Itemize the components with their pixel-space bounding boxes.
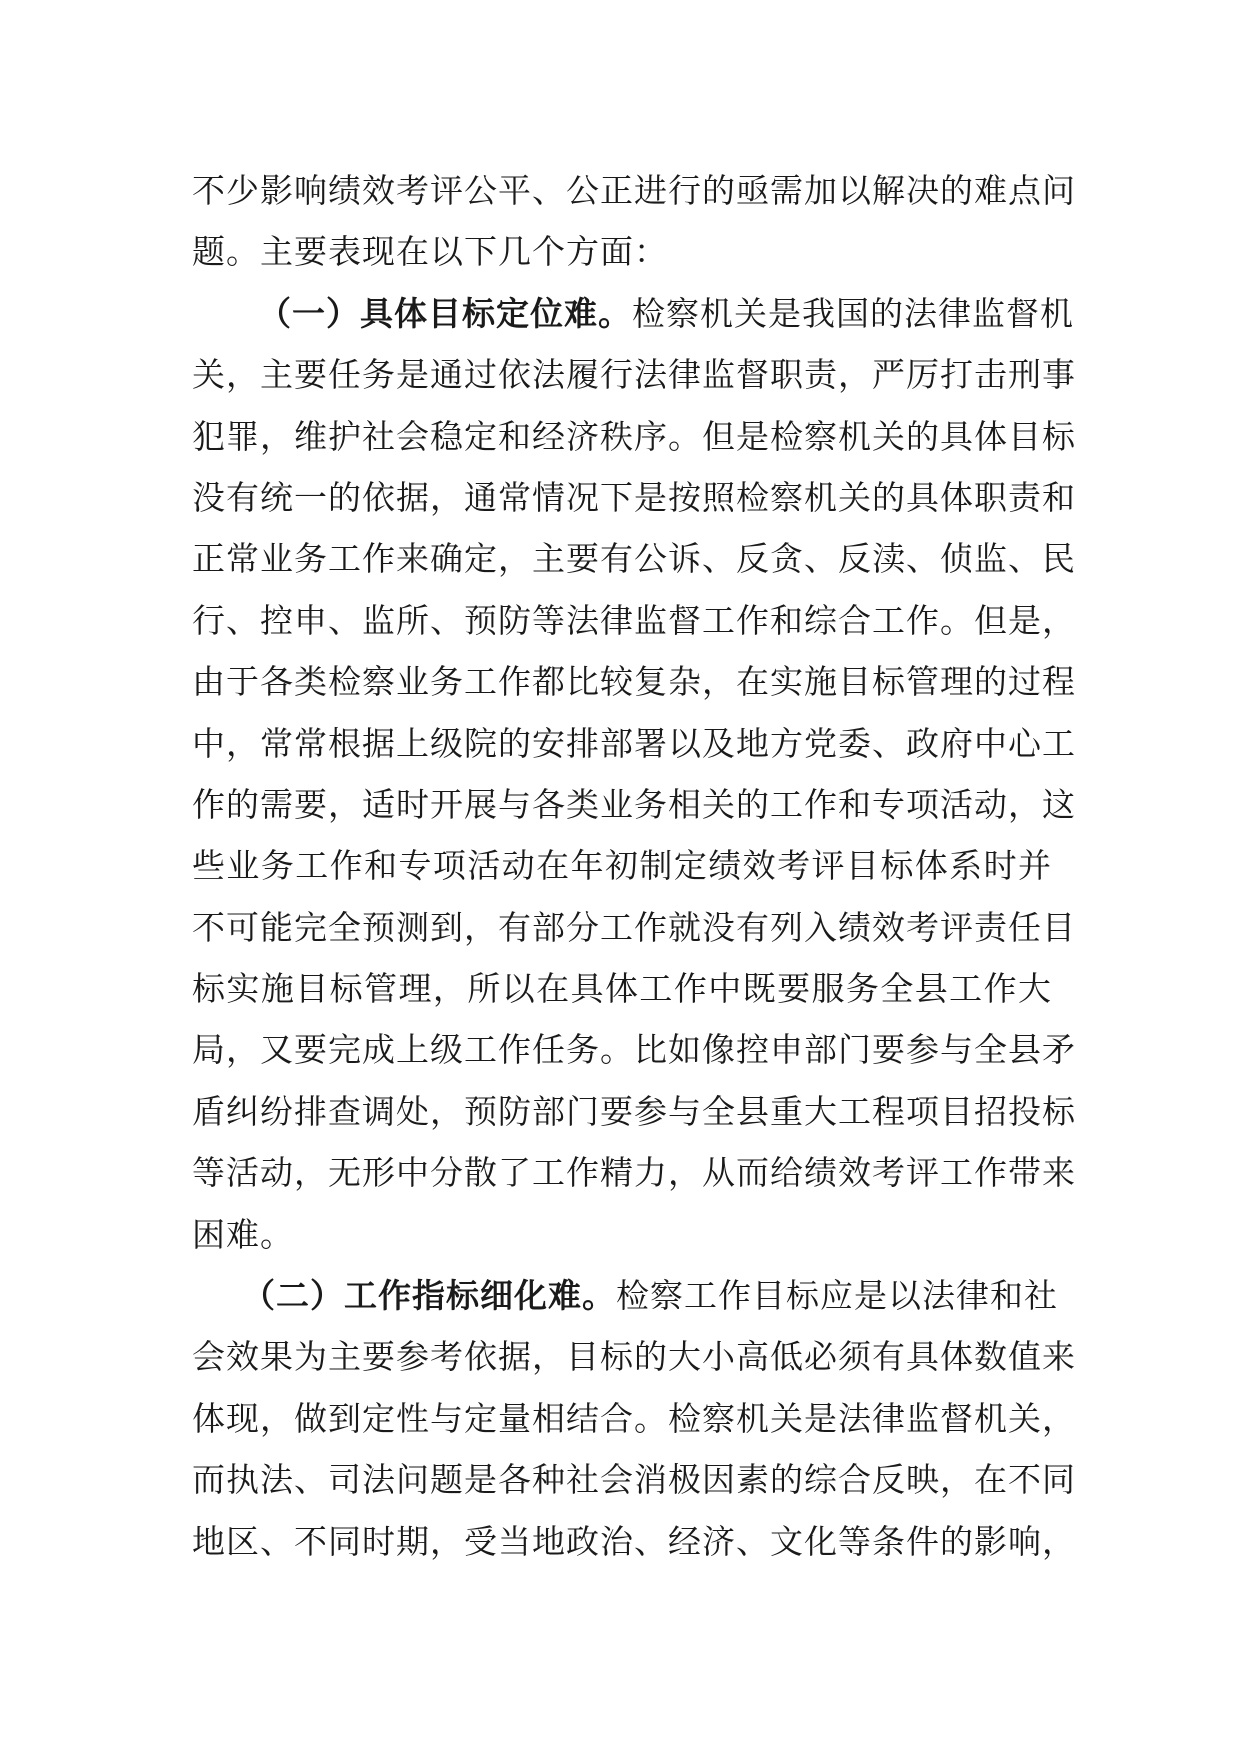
section-1-first-line-text: 检察机关是我国的法律监督机	[632, 293, 1074, 333]
paragraph-line: 不可能完全预测到，有部分工作就没有列入绩效考评责任目	[192, 907, 1076, 947]
paragraph-line: 关，主要任务是通过依法履行法律监督职责，严厉打击刑事	[192, 355, 1076, 395]
paragraph-line: 犯罪，维护社会稳定和经济秩序。但是检察机关的具体目标	[192, 416, 1076, 456]
paragraph-line: 局，又要完成上级工作任务。比如像控申部门要参与全县矛	[192, 1030, 1076, 1070]
document-body	[192, 160, 1076, 1572]
section-1-first-line	[192, 283, 1074, 344]
paragraph-line: 盾纠纷排查调处，预防部门要参与全县重大工程项目招投标	[192, 1091, 1076, 1131]
paragraph-line: 不少影响绩效考评公平、公正进行的亟需加以解决的难点问	[192, 171, 1076, 210]
paragraph-line: 行、控申、监所、预防等法律监督工作和综合工作。但是，	[192, 600, 1076, 640]
paragraph-line: 标实施目标管理，所以在具体工作中既要服务全县工作大	[192, 969, 1052, 1009]
paragraph-line: 题。主要表现在以下几个方面：	[192, 232, 668, 272]
paragraph-line: 由于各类检察业务工作都比较复杂，在实施目标管理的过程	[192, 662, 1076, 702]
paragraph-line: 会效果为主要参考依据，目标的大小高低必须有具体数值来	[192, 1337, 1076, 1377]
paragraph-line: 困难。	[192, 1214, 294, 1254]
paragraph-line: 些业务工作和专项活动在年初制定绩效考评目标体系时并	[192, 846, 1052, 886]
paragraph-line: 没有统一的依据，通常情况下是按照检察机关的具体职责和	[192, 477, 1076, 517]
paragraph-line: 正常业务工作来确定，主要有公诉、反贪、反渎、侦监、民	[192, 539, 1076, 579]
paragraph-line: 体现，做到定性与定量相结合。检察机关是法律监督机关，	[192, 1398, 1076, 1438]
paragraph-line: 地区、不同时期，受当地政治、经济、文化等条件的影响，	[192, 1521, 1076, 1561]
paragraph-line: 等活动，无形中分散了工作精力，从而给绩效考评工作带来	[192, 1153, 1076, 1193]
section-2-first-line-text: 检察工作目标应是以法律和社	[616, 1276, 1058, 1316]
section-2-heading: （二）工作指标细化难。	[242, 1276, 616, 1316]
paragraph-line: 中，常常根据上级院的安排部署以及地方党委、政府中心工	[192, 723, 1076, 763]
paragraph-line: 而执法、司法问题是各种社会消极因素的综合反映，在不同	[192, 1460, 1076, 1500]
section-1-heading: （一）具体目标定位难。	[258, 293, 632, 333]
section-2-first-line	[192, 1265, 1058, 1326]
paragraph-line: 作的需要，适时开展与各类业务相关的工作和专项活动，这	[192, 784, 1076, 824]
